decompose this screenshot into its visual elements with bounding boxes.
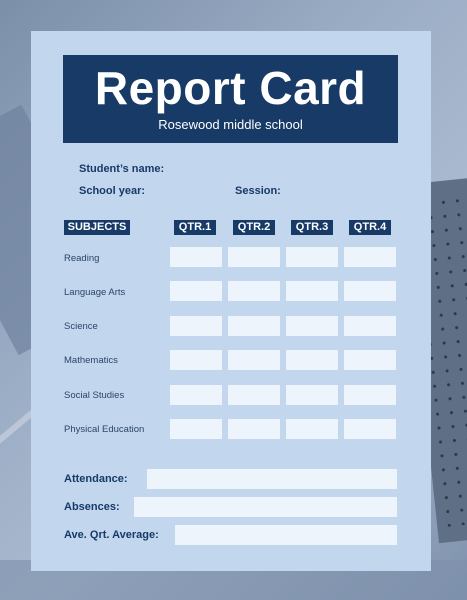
grade-field[interactable] — [170, 281, 222, 301]
quarter-header-3: QTR.3 — [291, 220, 333, 235]
average-field[interactable] — [175, 525, 397, 545]
subject-label: Social Studies — [64, 390, 125, 401]
attendance-field[interactable] — [147, 469, 397, 489]
attendance-label: Attendance: — [64, 473, 128, 485]
grade-field[interactable] — [286, 385, 338, 405]
grade-field[interactable] — [286, 316, 338, 336]
grade-field[interactable] — [286, 350, 338, 370]
grade-field[interactable] — [344, 385, 396, 405]
grade-field[interactable] — [344, 281, 396, 301]
grade-field[interactable] — [286, 247, 338, 267]
subject-label: Science — [64, 321, 98, 332]
page-title: Report Card — [94, 62, 367, 114]
grade-field[interactable] — [228, 419, 280, 439]
quarter-header-2: QTR.2 — [233, 220, 275, 235]
report-card-sheet — [31, 31, 431, 571]
grade-field[interactable] — [344, 350, 396, 370]
grade-field[interactable] — [228, 316, 280, 336]
grade-field[interactable] — [228, 350, 280, 370]
grade-field[interactable] — [344, 316, 396, 336]
grade-field[interactable] — [170, 247, 222, 267]
subjects-header: SUBJECTS — [64, 220, 130, 235]
grade-field[interactable] — [286, 281, 338, 301]
grade-field[interactable] — [228, 385, 280, 405]
grade-field[interactable] — [286, 419, 338, 439]
grade-field[interactable] — [228, 281, 280, 301]
subject-label: Mathematics — [64, 355, 118, 366]
school-year-label: School year: — [79, 185, 146, 197]
session-label: Session: — [235, 185, 281, 197]
grade-field[interactable] — [344, 247, 396, 267]
subject-label: Reading — [64, 253, 100, 264]
quarter-header-4: QTR.4 — [349, 220, 391, 235]
absences-label: Absences: — [64, 501, 120, 513]
quarter-header-1: QTR.1 — [174, 220, 216, 235]
student-name-label: Student’s name: — [79, 163, 165, 175]
average-label: Ave. Qrt. Average: — [64, 529, 159, 541]
school-name: Rosewood middle school — [158, 117, 303, 132]
grade-field[interactable] — [170, 350, 222, 370]
grade-field[interactable] — [170, 419, 222, 439]
title-banner — [63, 55, 398, 143]
grade-field[interactable] — [170, 385, 222, 405]
grade-field[interactable] — [228, 247, 280, 267]
absences-field[interactable] — [134, 497, 397, 517]
subject-label: Physical Education — [64, 424, 145, 435]
grade-field[interactable] — [344, 419, 396, 439]
subject-label: Language Arts — [64, 287, 126, 298]
grade-field[interactable] — [170, 316, 222, 336]
